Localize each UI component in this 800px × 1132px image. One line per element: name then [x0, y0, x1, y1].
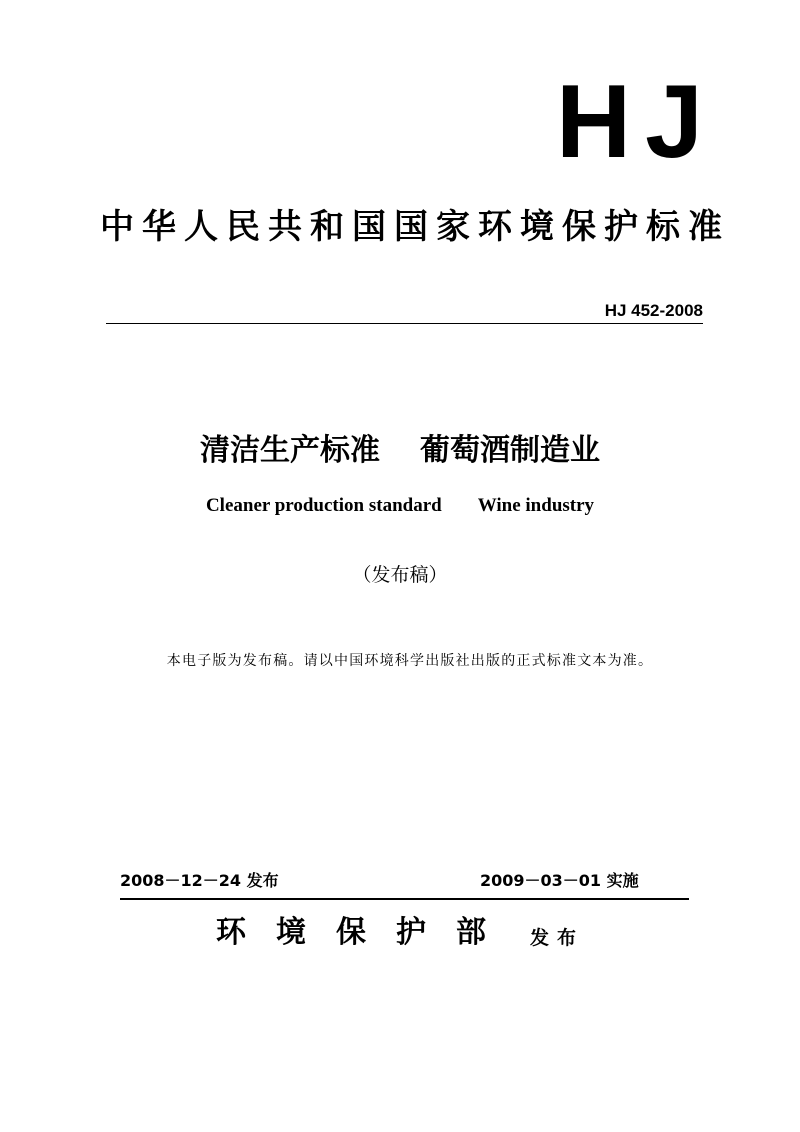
- publisher-name: 环境保护部: [216, 915, 516, 950]
- national-standard-title: 中华人民共和国国家环境保护标准: [100, 207, 730, 247]
- english-title-sub: Wine industry: [477, 495, 595, 516]
- chinese-title-sub: 葡萄酒制造业: [420, 433, 600, 468]
- implementation-date: 2009－03－01 实施: [480, 871, 639, 890]
- draft-label: （发布稿）: [352, 564, 448, 586]
- standard-number: HJ 452-2008: [604, 301, 703, 320]
- electronic-version-note: 本电子版为发布稿。请以中国环境科学出版社出版的正式标准文本为准。: [166, 653, 654, 669]
- bottom-divider: [120, 898, 689, 900]
- chinese-title-main: 清洁生产标准: [200, 433, 380, 468]
- english-title: [0, 496, 800, 515]
- publish-suffix: 发布: [530, 927, 585, 949]
- top-divider: [106, 323, 703, 324]
- chinese-title: [0, 433, 800, 468]
- hj-logo: HJ: [556, 64, 717, 180]
- english-title-main: Cleaner production standard: [205, 495, 442, 516]
- issue-date: 2008－12－24 发布: [120, 871, 279, 890]
